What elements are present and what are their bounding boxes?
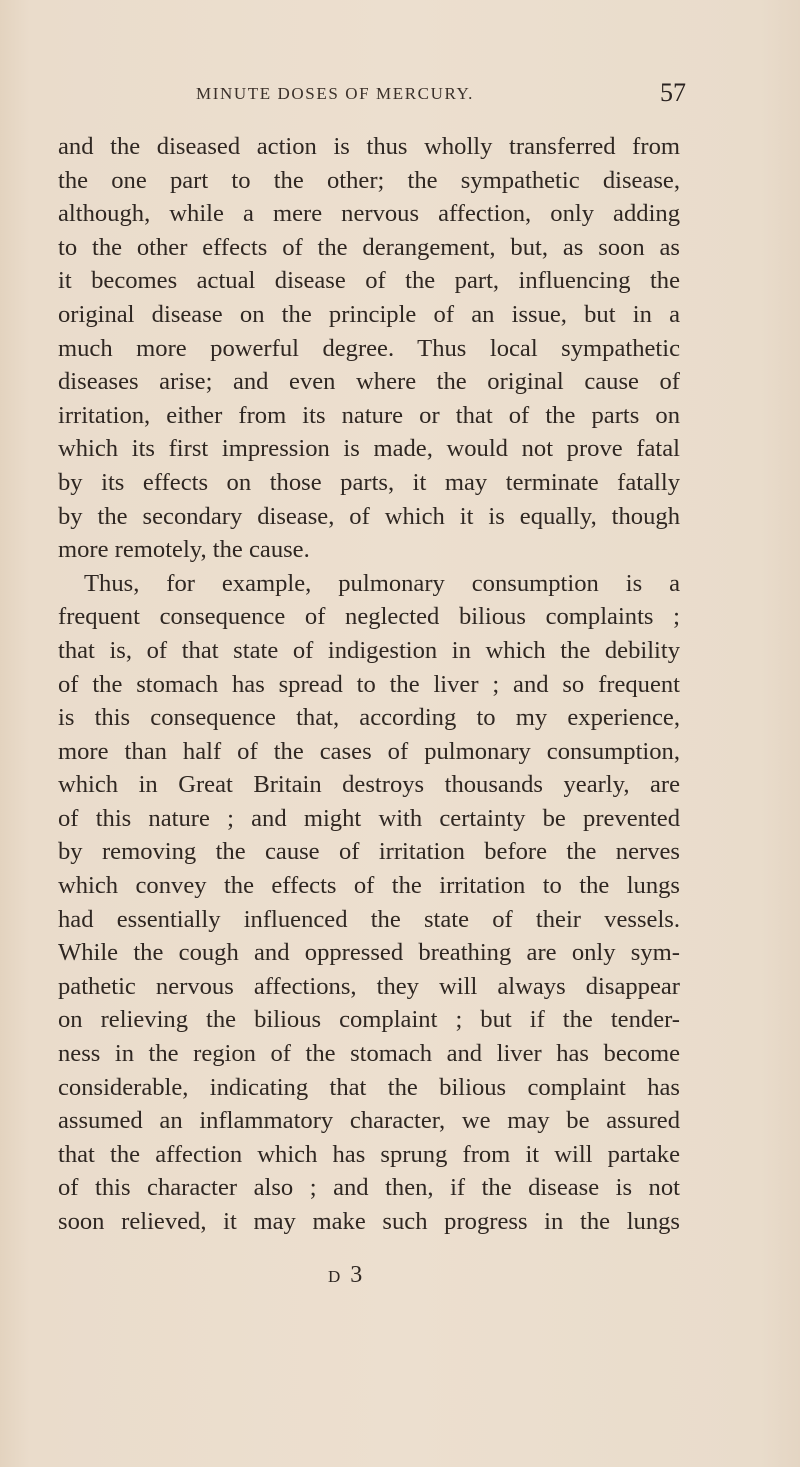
text-line: on relieving the bilious complaint ; but if the tender- — [58, 1006, 680, 1034]
text-line: frequent consequence of neglected bilious complaints ; — [58, 603, 680, 631]
text-line: original disease on the principle of an issue, but in a — [58, 300, 680, 328]
text-line: although, while a mere nervous affection, only adding — [58, 200, 680, 228]
text-line: had essentially influenced the state of their vessels. — [58, 905, 680, 933]
text-line: and the diseased action is thus wholly transferred from — [58, 133, 680, 160]
signature-mark — [328, 1262, 364, 1289]
text-line: which in Great Britain destroys thousands yearly, are — [58, 771, 680, 799]
text-line: is this consequence that, according to my experience, — [58, 704, 680, 732]
signature-letter: D — [328, 1267, 343, 1286]
text-line: by its effects on those parts, it may terminate fatally — [58, 468, 680, 496]
text-line: that the affection which has sprung from it will partake — [58, 1140, 680, 1168]
text-line: considerable, indicating that the bilious complaint has — [58, 1073, 680, 1101]
text-line: of the stomach has spread to the liver ; and so frequent — [58, 670, 680, 698]
text-line: assumed an inflammatory character, we may be assured — [58, 1107, 680, 1135]
text-line: of this nature ; and might with certainty be prevented — [58, 804, 680, 832]
text-line: the one part to the other; the sympathetic disease, — [58, 166, 680, 194]
text-line: ness in the region of the stomach and liver has become — [58, 1040, 680, 1068]
text-line: diseases arise; and even where the original cause of — [58, 368, 680, 396]
text-line: it becomes actual disease of the part, influencing the — [58, 267, 680, 295]
text-line: more remotely, the cause. — [58, 536, 310, 564]
text-line: by removing the cause of irritation before the nerves — [58, 838, 680, 866]
running-title: MINUTE DOSES OF MERCURY. — [196, 84, 475, 103]
text-line: While the cough and oppressed breathing are only sym- — [58, 939, 680, 967]
text-line: that is, of that state of indigestion in which the debility — [58, 636, 680, 664]
text-line: which its first impression is made, would not prove fatal — [58, 435, 680, 463]
text-line: much more powerful degree. Thus local sympathetic — [58, 334, 680, 362]
body-text — [58, 130, 680, 1239]
text-line: of this character also ; and then, if the disease is not — [58, 1174, 680, 1202]
text-line: more than half of the cases of pulmonary consumption, — [58, 737, 680, 765]
running-head — [196, 80, 686, 110]
text-line: by the secondary disease, of which it is equally, though — [58, 502, 680, 530]
text-line: pathetic nervous affections, they will always disappear — [58, 972, 680, 1000]
text-line: soon relieved, it may make such progress in the lungs — [58, 1208, 680, 1235]
text-line: irritation, either from its nature or that of the parts on — [58, 401, 680, 429]
text-line: which convey the effects of the irritation to the lungs — [58, 872, 680, 900]
text-line: to the other effects of the derangement, but, as soon as — [58, 233, 680, 261]
page-number: 57 — [660, 78, 686, 107]
text-line: Thus, for example, pulmonary consumption is a — [84, 569, 680, 597]
signature-number: 3 — [350, 1262, 365, 1288]
